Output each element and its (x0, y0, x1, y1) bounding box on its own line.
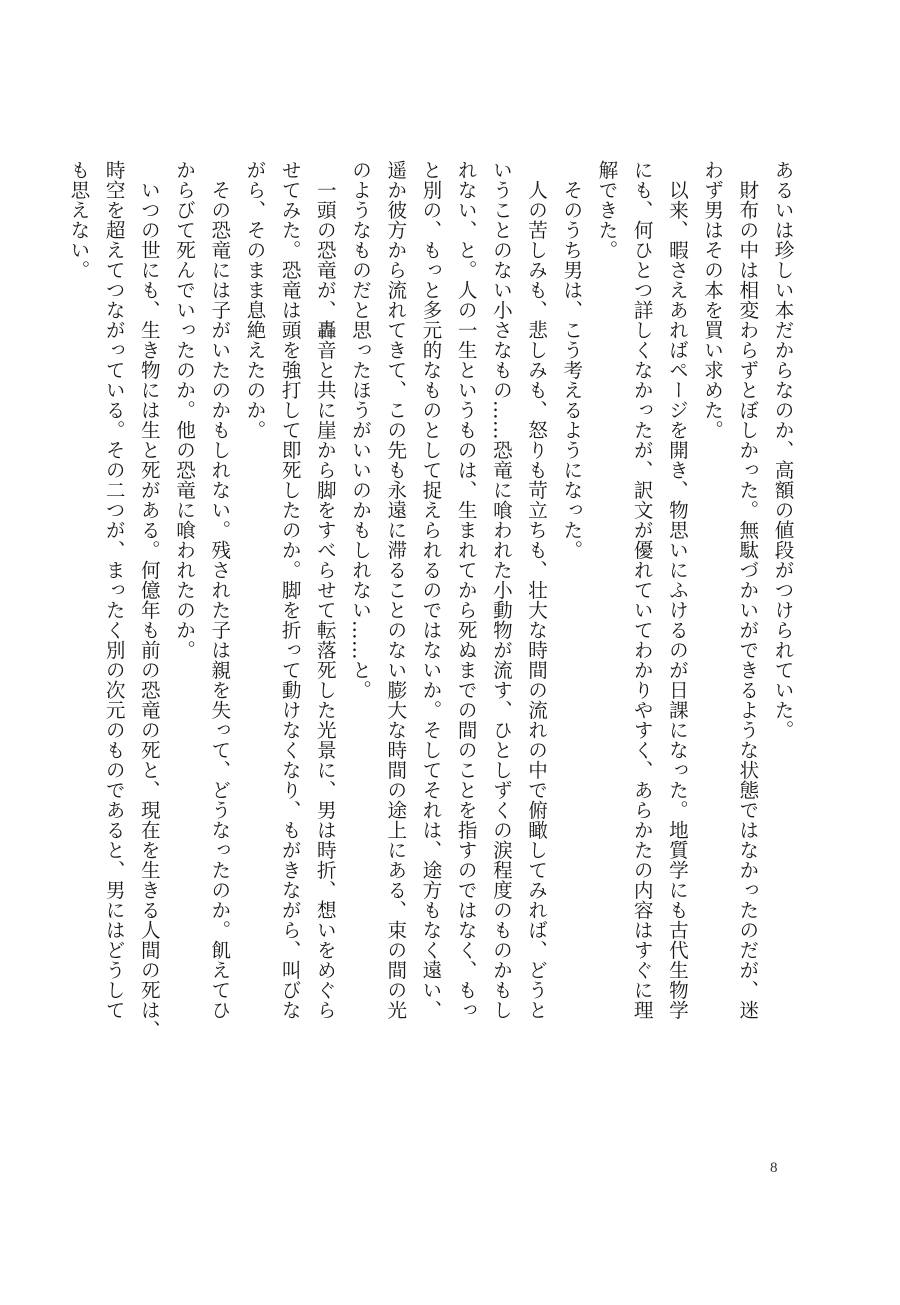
text-line: も思えない。 (66, 160, 90, 280)
text-line: れない、と。人の一生というものは、生まれてから死ぬまでの間のことを指すのではなく、もっ (454, 160, 478, 1020)
text-line: せてみた。恐竜は頭を強打して即死したのか。脚を折って動けなくなり、もがきながら、叫びな (278, 160, 302, 1020)
text-line: 遥か彼方から流れてきて、この先も永遠に滞ることのない膨大な時間の途上にある、束の間の光 (383, 160, 407, 1020)
text-line: 以来、暇さえあればページを開き、物思いにふけるのが日課になった。地質学にも古代生物学 (665, 160, 689, 1020)
page-number: 8 (770, 1160, 778, 1176)
text-line: いうことのない小さなもの……恐竜に喰われた小動物が流す、ひとしずくの涙程度のものかもし (489, 160, 513, 1020)
text-line: のようなものだと思ったほうがいいのかもしれない……と。 (348, 160, 372, 700)
text-line: 財布の中は相変わらずとぼしかった。無駄づかいができるような状態ではなかったのだが、迷 (735, 160, 759, 1020)
text-line: 人の苦しみも、悲しみも、怒りも苛立ちも、壮大な時間の流れの中で俯瞰してみれば、どうと (524, 160, 548, 1020)
text-line: にも、何ひとつ詳しくなかったが、訳文が優れていてわかりやすく、あらかたの内容はすぐに理 (630, 160, 654, 1020)
text-line: 解できた。 (594, 160, 618, 260)
text-line: からびて死んでいったのか。他の恐竜に喰われたのか。 (172, 160, 196, 660)
text-line: その恐竜には子がいたのかもしれない。残された子は親を失って、どうなったのか。飢えてひ (207, 160, 231, 1020)
text-line: がら、そのまま息絶えたのか。 (242, 160, 266, 440)
vertical-text-body (61, 160, 800, 1130)
text-line: あるいは珍しい本だからなのか、高額の値段がつけられていた。 (771, 160, 794, 740)
text-line: いつの世にも、生き物には生と死がある。何億年も前の恐竜の死と、現在を生きる人間の死は、 (137, 160, 161, 1040)
text-line: わず男はその本を買い求めた。 (700, 160, 724, 440)
text-line: そのうち男は、こう考えるようになった。 (559, 160, 583, 560)
text-line: 一頭の恐竜が、轟音と共に崖から脚をすべらせて転落死した光景に、男は時折、想いをめぐら (313, 160, 337, 1020)
text-line: と別の、もっと多元的なものとして捉えられるのではないか。そしてそれは、途方もなく遠い、 (418, 160, 442, 1020)
text-line: 時空を超えてつながっている。その二つが、まったく別の次元のものであると、男にはどうして (102, 160, 126, 1020)
